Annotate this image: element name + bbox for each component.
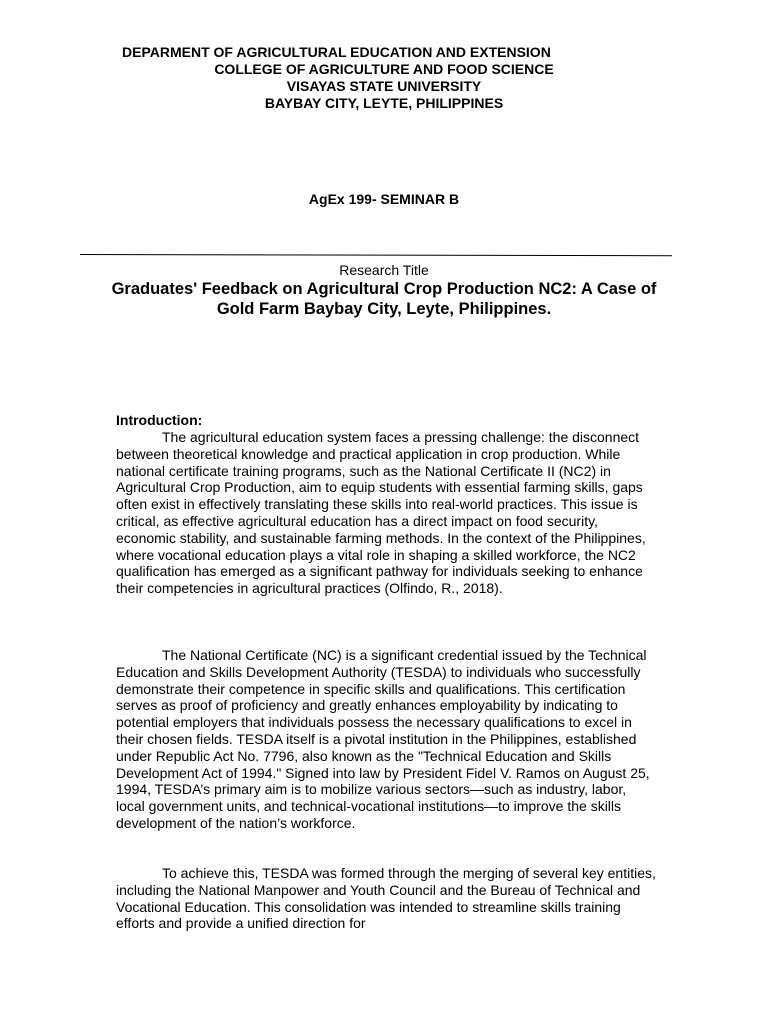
introduction-paragraph-3 — [116, 865, 656, 932]
college-name: COLLEGE OF AGRICULTURE AND FOOD SCIENCE — [214, 61, 554, 77]
paragraph-text: To achieve this, TESDA was formed through the merging of several key entities, including the National Manpower and Youth Council and the Bureau of Technical and Vocational Education. This consolidation was intended to streamline skills training efforts and provide a unified direction for — [116, 865, 656, 932]
introduction-paragraph-1 — [116, 429, 656, 597]
university-name: VISAYAS STATE UNIVERSITY — [286, 78, 482, 94]
research-title: Graduates' Feedback on Agricultural Crop Production NC2: A Case of Gold Farm Baybay City, Leyte, Philippines. — [111, 280, 657, 318]
university-location: BAYBAY CITY, LEYTE, PHILIPPINES — [264, 95, 504, 111]
institution-header — [0, 44, 768, 112]
research-title-label: Research Title — [339, 262, 429, 278]
paragraph-text: The agricultural education system faces a pressing challenge: the disconnect between theoretical knowledge and practical application in crop production. While national certificate training programs, such as the National Certificate II (NC2) in Agricultural Crop Production, aim to equip students with essential farming skills, gaps often exist in effectively translating these skills into real-world practices. This issue is critical, as effective agricultural education has a direct impact on food security, economic stability, and sustainable farming methods. In the context of the Philippines, where vocational education plays a vital role in shaping a skilled workforce, the NC2 qualification has emerged as a significant pathway for individuals seeking to enhance their competencies in agricultural practices (Olfindo, R., 2018). — [116, 429, 646, 597]
horizontal-divider — [80, 254, 672, 256]
course-title: AgEx 199- SEMINAR B — [308, 191, 460, 207]
department-name: DEPARMENT OF AGRICULTURAL EDUCATION AND EXTENSION — [122, 44, 551, 60]
paragraph-text: The National Certificate (NC) is a significant credential issued by the Technical Education and Skills Development Authority (TESDA) to individuals who successfully demonstrate their competence in specific skills and qualifications. This certification serves as proof of proficiency and greatly enhances employability by indicating to potential employers that individuals possess the necessary qualifications to excel in their chosen fields. TESDA itself is a pivotal institution in the Philippines, established under Republic Act No. 7796, also known as the "Technical Education and Skills Development Act of 1994." Signed into law by President Fidel V. Ramos on August 25, 1994, TESDA’s primary aim is to mobilize various sectors—such as industry, labor, local government units, and technical-vocational institutions—to improve the skills development of the nation’s workforce. — [116, 647, 650, 831]
introduction-heading: Introduction: — [116, 412, 203, 428]
introduction-paragraph-2 — [116, 647, 656, 832]
